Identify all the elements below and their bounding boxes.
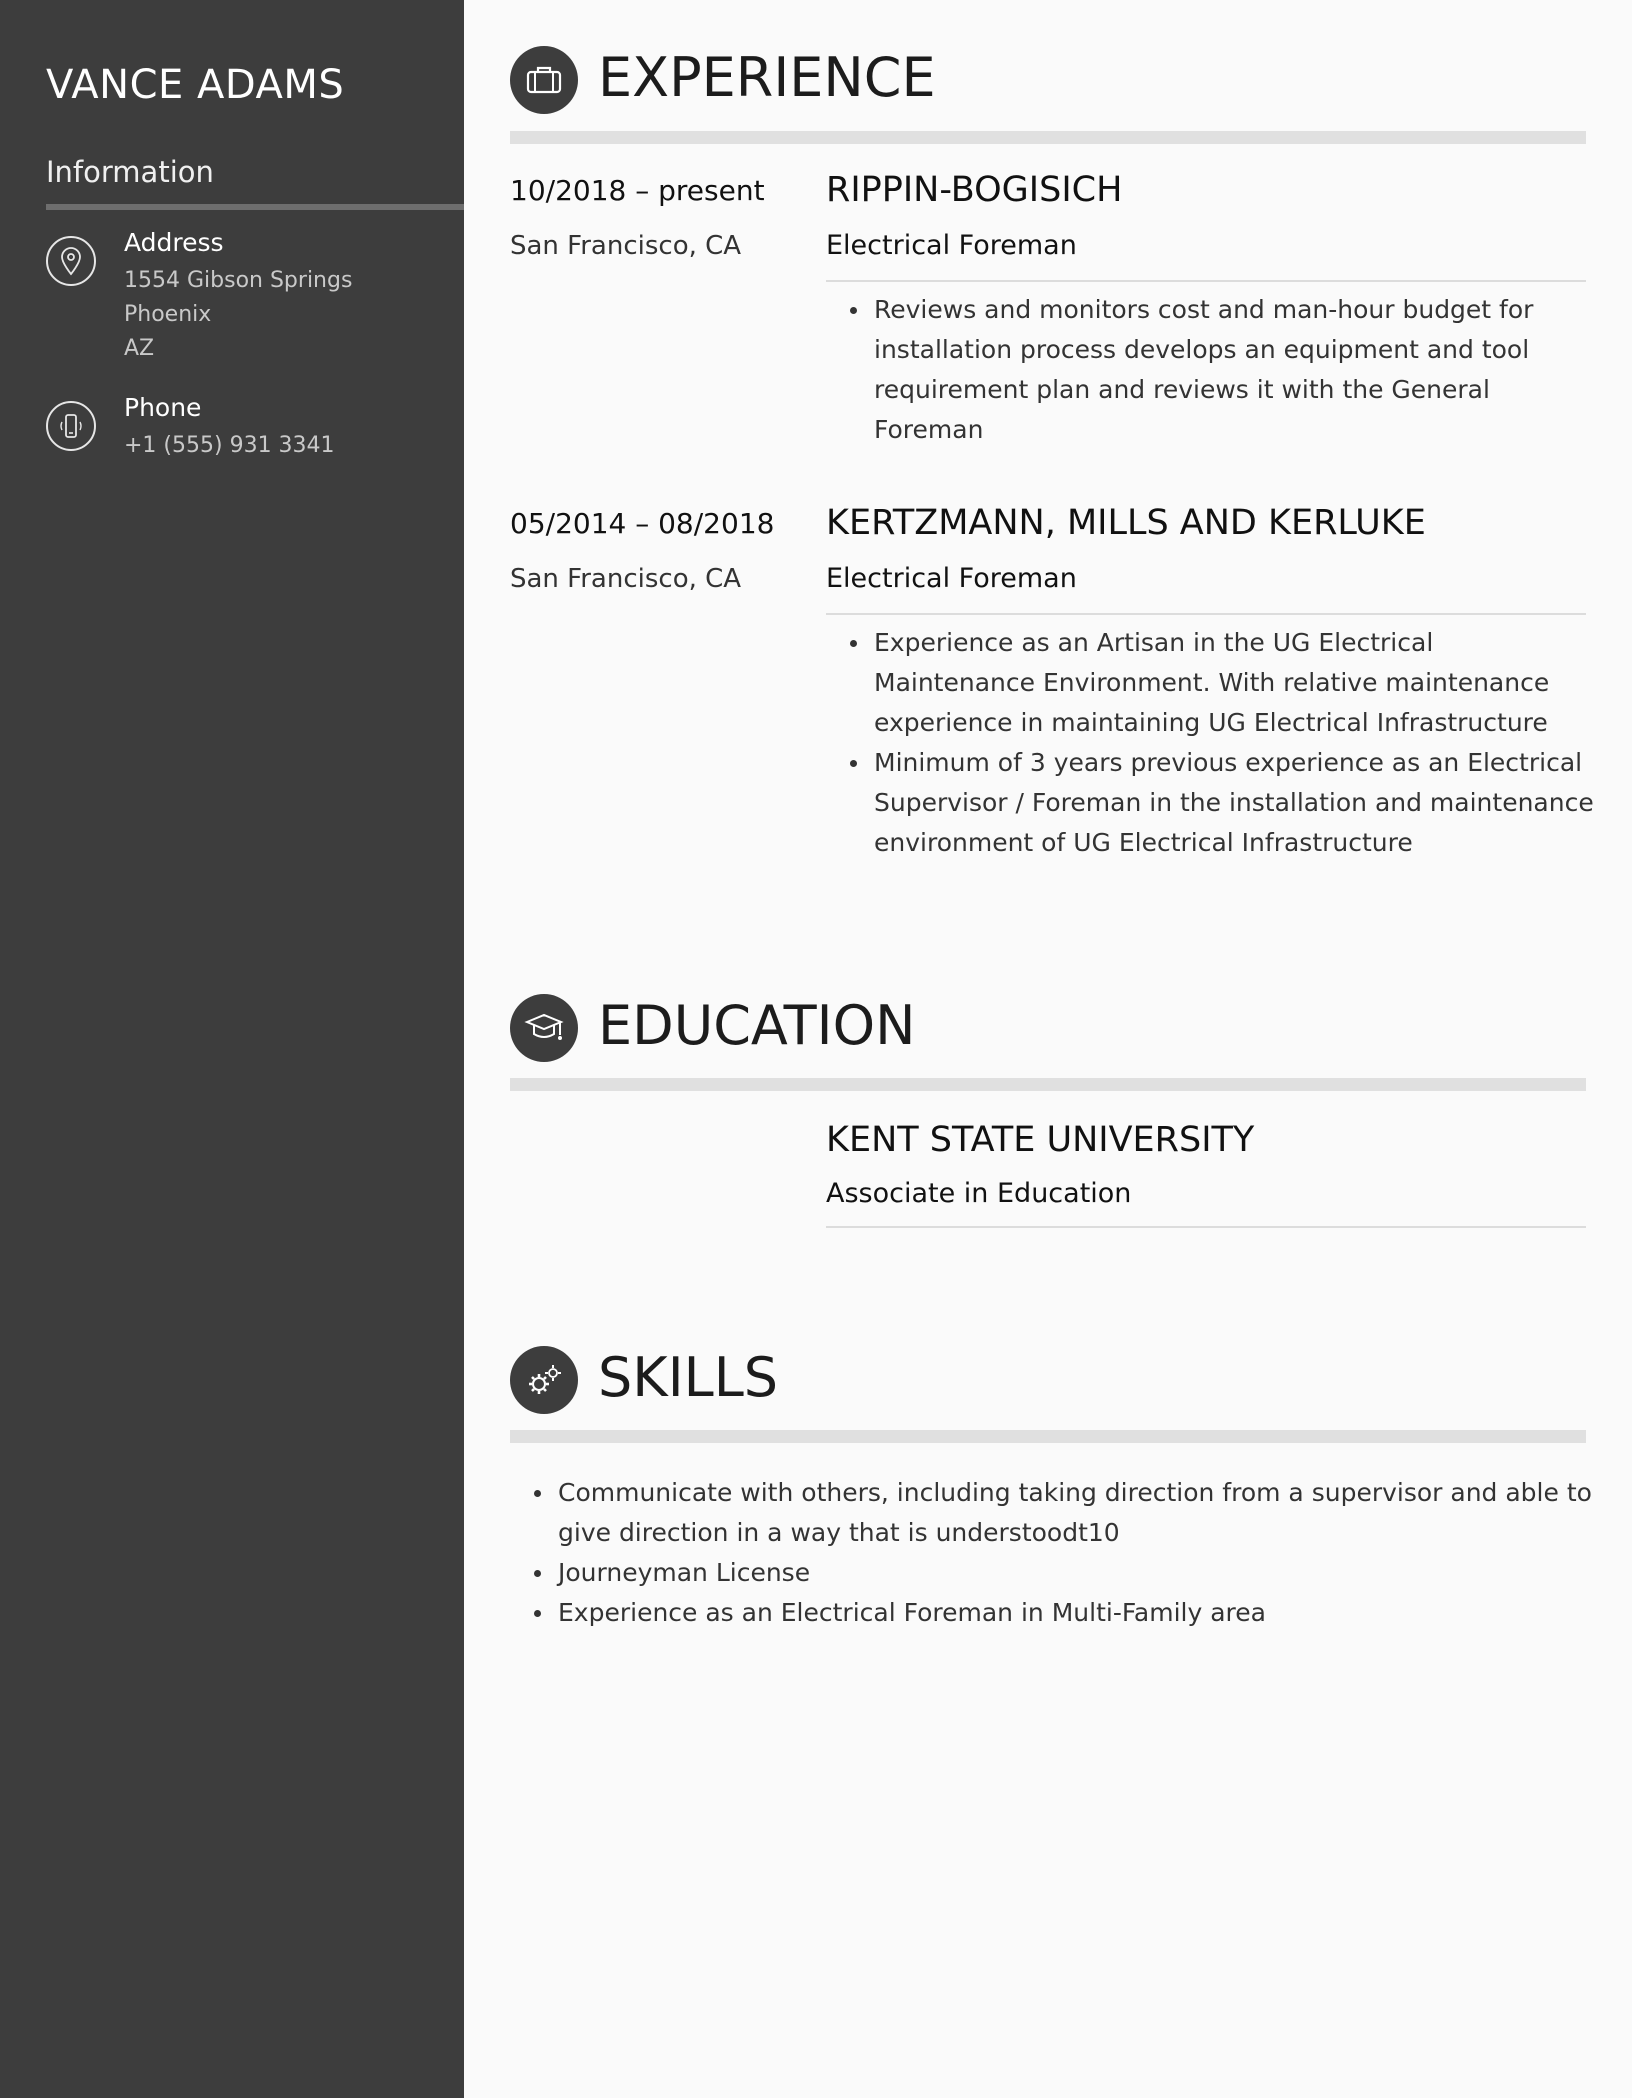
job-1-company: RIPPIN-BOGISICH — [826, 170, 1123, 210]
education-degree: Associate in Education — [826, 1178, 1132, 1209]
phone-number: +1 (555) 931 3341 — [124, 433, 335, 458]
job-1-location: San Francisco, CA — [510, 231, 742, 261]
education-bar — [510, 1078, 1586, 1091]
job-2-role: Electrical Foreman — [826, 563, 1077, 594]
map-pin-icon — [46, 236, 96, 286]
skills-list — [510, 1473, 1594, 1633]
address-line-1: 1554 Gibson Springs — [124, 268, 353, 293]
address-label: Address — [124, 228, 224, 257]
job-1-bullets — [826, 290, 1594, 450]
education-school: KENT STATE UNIVERSITY — [826, 1120, 1255, 1160]
list-item: Minimum of 3 years previous experience as an Electrical Supervisor / Foreman in the installation and maintenance environment of UG Electrical Infrastructure — [874, 743, 1594, 863]
skills-title: SKILLS — [598, 1346, 779, 1409]
address-line-2: Phoenix — [124, 302, 212, 327]
experience-title: EXPERIENCE — [598, 46, 936, 109]
experience-bar — [510, 131, 1586, 144]
list-item: Experience as an Electrical Foreman in Multi-Family area — [558, 1593, 1594, 1633]
information-divider — [46, 204, 464, 210]
list-item: Experience as an Artisan in the UG Electrical Maintenance Environment. With relative maintenance experience in maintaining UG Electrical Infrastructure — [874, 623, 1594, 743]
job-1-role: Electrical Foreman — [826, 230, 1077, 261]
information-heading: Information — [46, 155, 214, 189]
phone-label: Phone — [124, 393, 202, 422]
graduation-cap-icon — [510, 994, 578, 1062]
skills-bar — [510, 1430, 1586, 1443]
list-item: Reviews and monitors cost and man-hour budget for installation process develops an equipment and tool requirement plan and reviews it with the General Foreman — [874, 290, 1594, 450]
briefcase-icon — [510, 46, 578, 114]
job-2-company: KERTZMANN, MILLS AND KERLUKE — [826, 503, 1426, 543]
mobile-phone-icon — [46, 401, 96, 451]
sidebar — [0, 0, 464, 2098]
candidate-name: VANCE ADAMS — [46, 62, 345, 108]
list-item: Communicate with others, including taking direction from a supervisor and able to give direction in a way that is understoodt10 — [558, 1473, 1594, 1553]
job-1-dates: 10/2018 – present — [510, 174, 765, 207]
job-2-bullets — [826, 623, 1594, 863]
gears-icon — [510, 1346, 578, 1414]
job-2-dates: 05/2014 – 08/2018 — [510, 507, 775, 540]
address-line-3: AZ — [124, 336, 155, 361]
job-2-divider — [826, 613, 1586, 615]
education-divider — [826, 1226, 1586, 1228]
list-item: Journeyman License — [558, 1553, 1594, 1593]
job-1-divider — [826, 280, 1586, 282]
education-title: EDUCATION — [598, 994, 916, 1057]
job-2-location: San Francisco, CA — [510, 564, 742, 594]
